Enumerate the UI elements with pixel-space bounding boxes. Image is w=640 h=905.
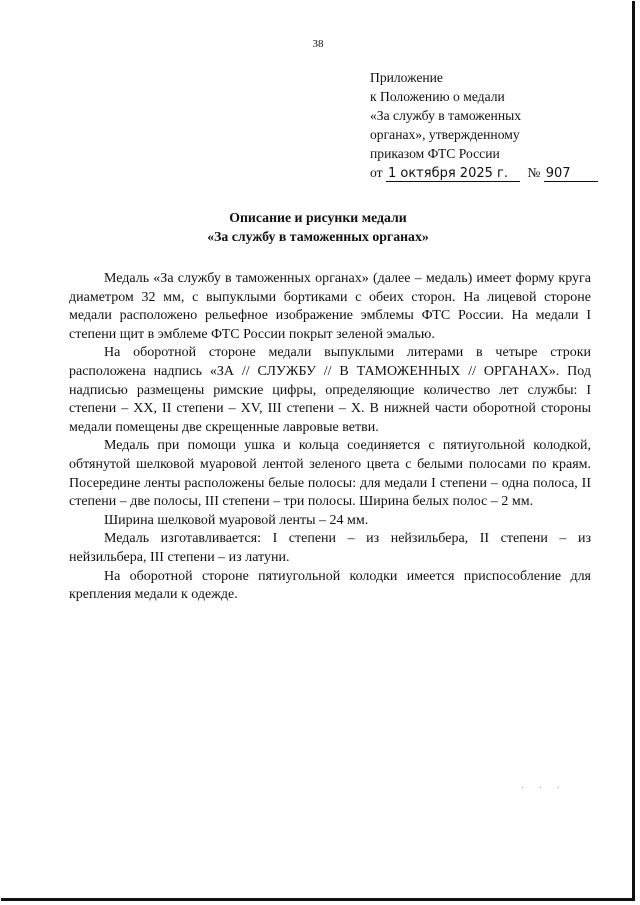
appendix-line: органах», утвержденному: [370, 127, 520, 142]
title-line: «За службу в таможенных органах»: [207, 229, 429, 244]
scan-specks: · · ·: [521, 783, 566, 794]
order-number: 907: [544, 166, 598, 182]
document-page: [1, 1, 635, 901]
order-date: 1 октября 2025 г.: [386, 166, 520, 182]
appendix-line: к Положению о медали: [370, 89, 505, 104]
paragraph: Медаль «За службу в таможенных органах» (далее – медаль) имеет форму круга диаметром 32 мм, с выпуклыми бортиками с обеих сторон. На лицевой стороне медали расположено рельефное изображение эмблемы ФТС России. На медали I степени щит в эмблеме ФТС России покрыт зеленой эмалью.: [69, 271, 591, 342]
paragraph: Медаль при помощи ушка и кольца соединяется с пятиугольной колодкой, обтянутой шелковой муаровой лентой зеленого цвета с белыми полосами по краям. Посередине ленты расположены белые полосы: для медали I степени – одна полоса, II степени – две полосы, III степени – три полосы. Ширина белых полос – 2 мм.: [69, 438, 591, 510]
paragraph: Ширина шелковой муаровой ленты – 24 мм.: [104, 512, 369, 528]
date-prefix: от: [370, 165, 383, 180]
body-text: [69, 270, 591, 605]
number-prefix: №: [527, 165, 541, 180]
paragraph: На оборотной стороне медали выпуклыми литерами в четыре строки расположена надпись «ЗА // СЛУЖБУ // В ТАМОЖЕННЫХ // ОРГАНАХ». Под надписью размещены римские цифры, определяющие количество лет службы: I степени – XX, II степени – XV, III степени – X. В нижней части оборотной стороны медали помещены две скрещенные лавровые ветви.: [69, 345, 591, 435]
appendix-block: [370, 68, 598, 182]
document-title: [1, 208, 635, 246]
paragraph: Медаль изготавливается: I степени – из нейзильбера, II степени – из нейзильбера, III степени – из латуни.: [69, 531, 591, 565]
paragraph: На оборотной стороне пятиугольной колодки имеется приспособление для крепления медали к одежде.: [69, 568, 591, 603]
appendix-line: приказом ФТС России: [370, 146, 500, 161]
page-number: 38: [312, 38, 324, 50]
title-line: Описание и рисунки медали: [229, 210, 407, 225]
order-date-line: [370, 163, 598, 182]
appendix-line: Приложение: [370, 70, 443, 85]
appendix-line: «За службу в таможенных: [370, 108, 522, 123]
